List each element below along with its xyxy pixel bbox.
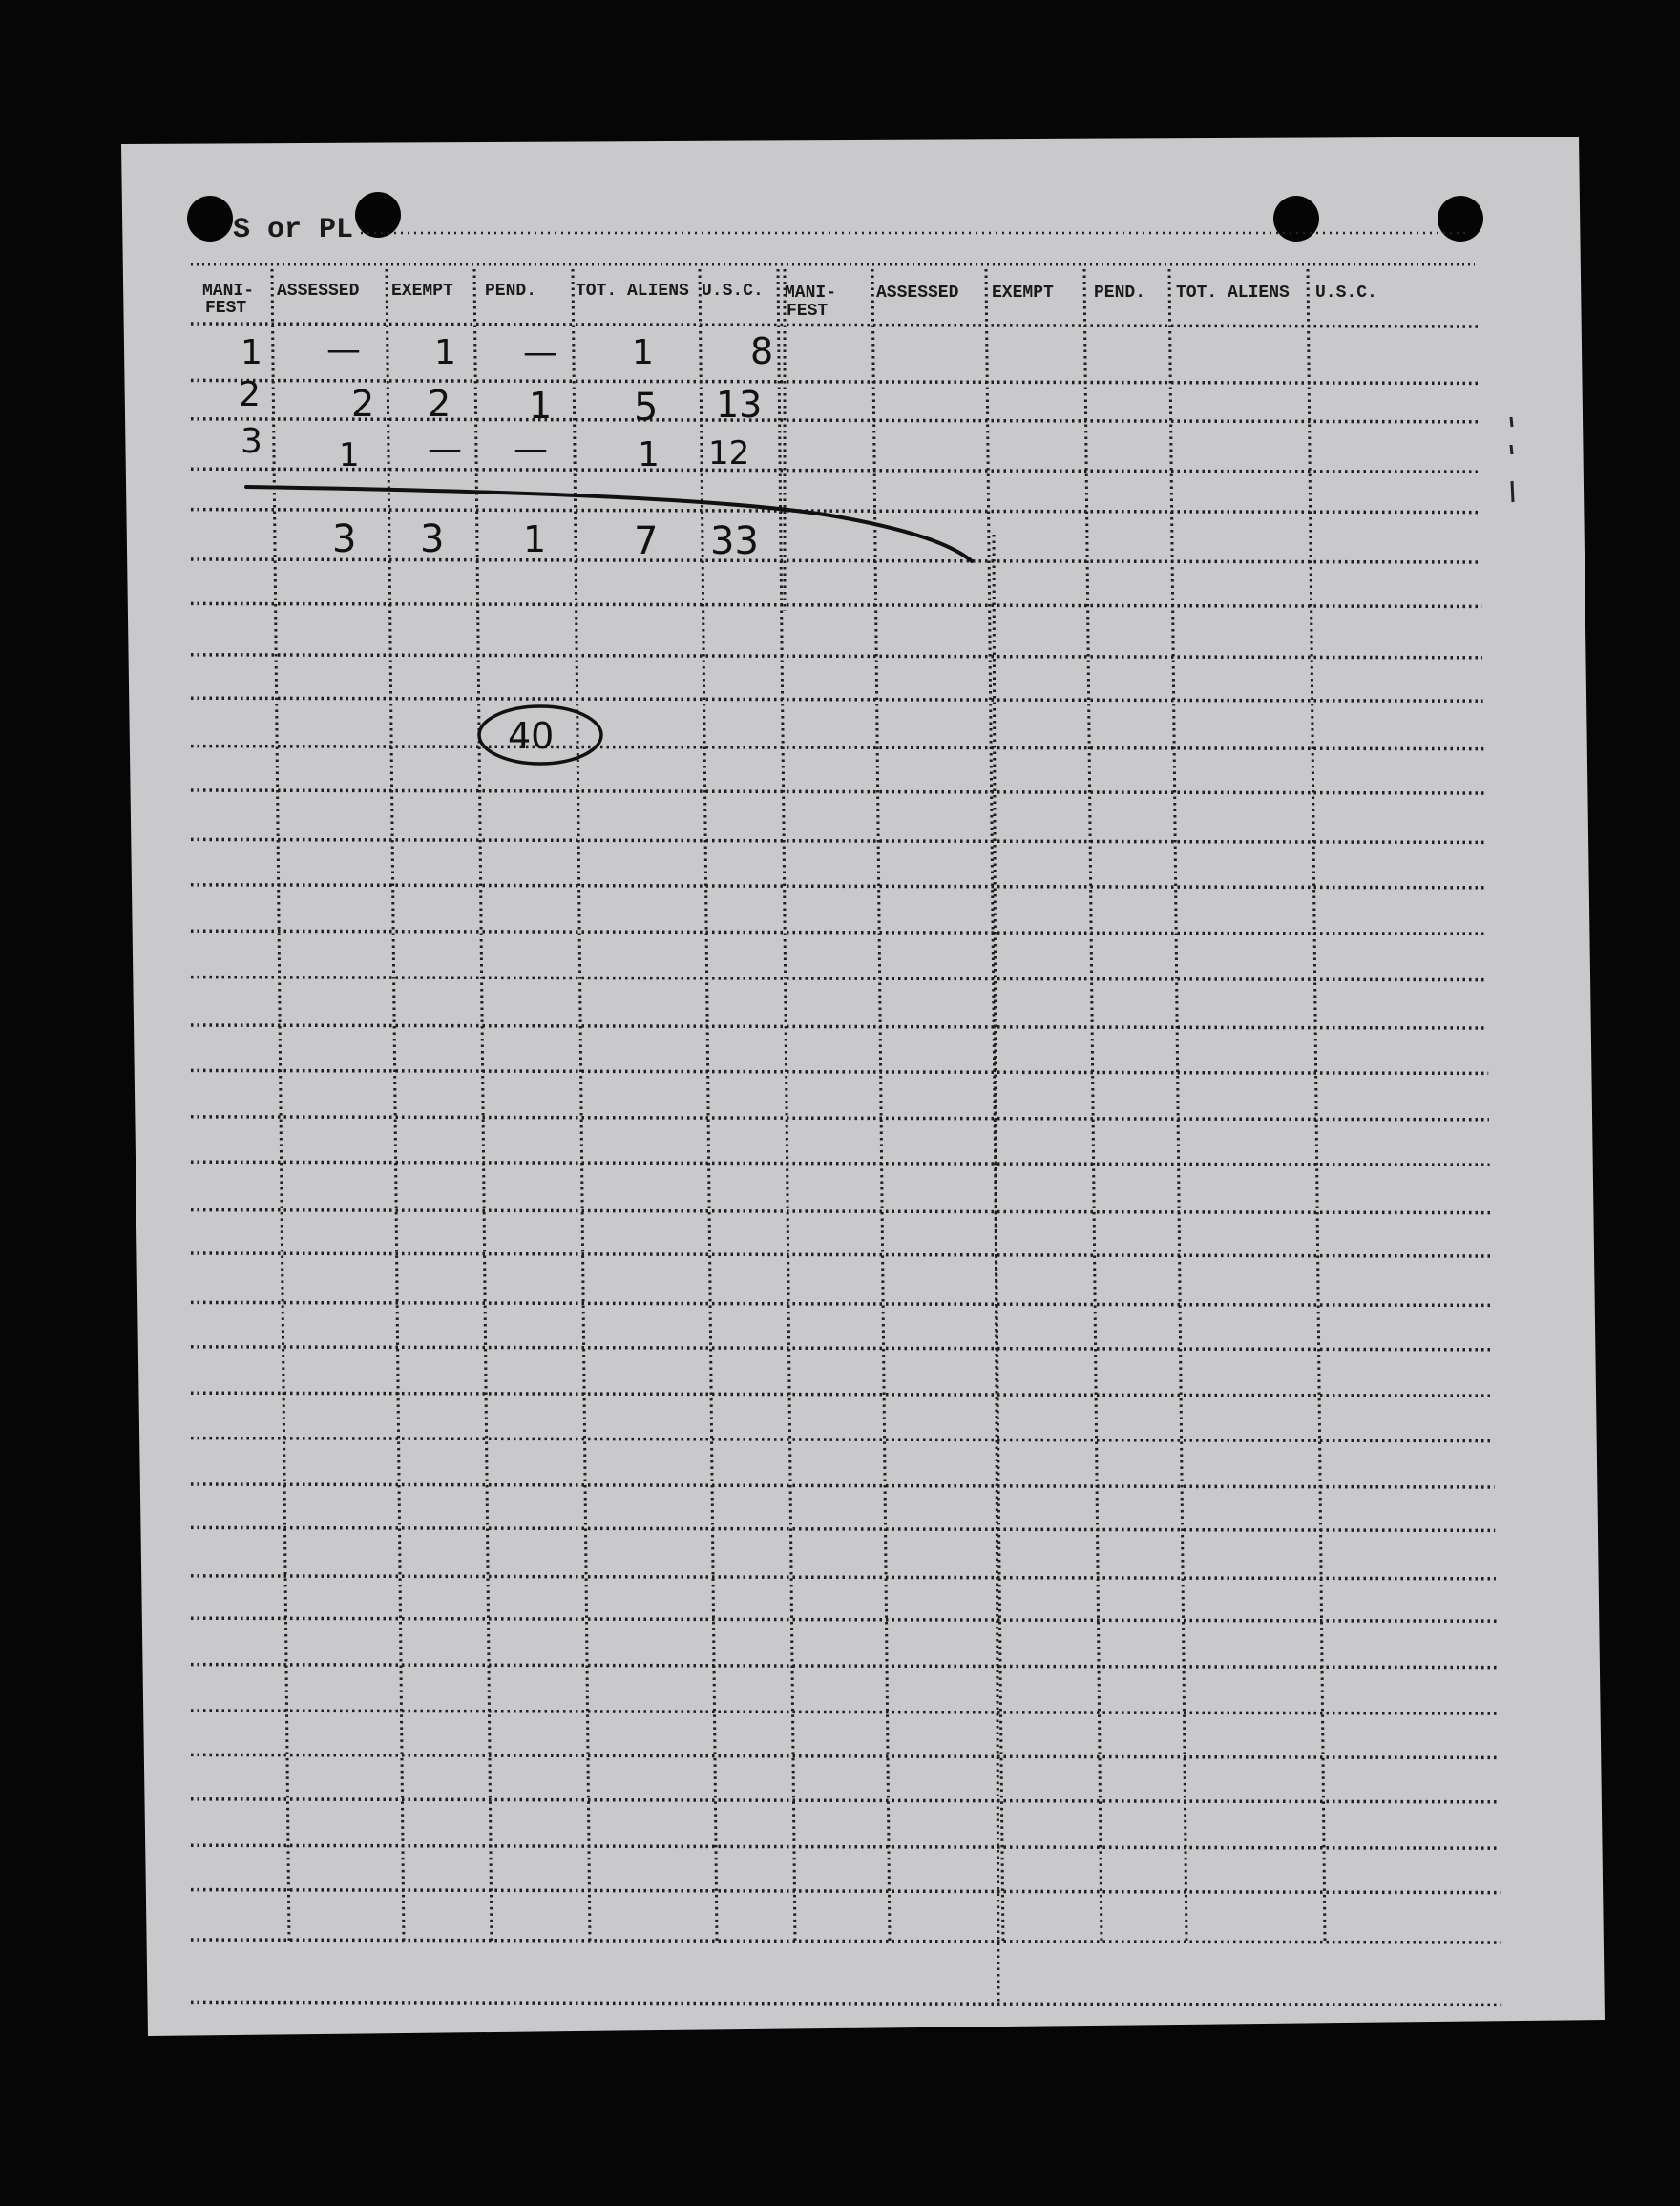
header-pend-left: PEND. — [485, 282, 537, 301]
entry-3-usc: 12 — [708, 434, 750, 473]
header-manifest-right: MANI- — [785, 284, 837, 303]
header-assessed-right: ASSESSED — [876, 284, 959, 303]
total-exempt: 3 — [420, 517, 445, 561]
total-tot-aliens: 7 — [634, 519, 659, 563]
entry-3-exempt: — — [428, 430, 462, 469]
total-pend: 1 — [523, 518, 547, 560]
entry-1-pend: — — [523, 333, 557, 372]
header-manifest-left-line2: FEST — [205, 299, 247, 318]
entry-2-pend: 1 — [529, 385, 553, 427]
entry-2-tot-aliens: 5 — [634, 386, 659, 430]
grand-total: 40 — [508, 715, 555, 757]
edge-mark — [1511, 417, 1512, 427]
entry-1-manifest: 1 — [241, 333, 262, 372]
entry-2-exempt: 2 — [428, 383, 452, 425]
header-assessed-left: ASSESSED — [277, 282, 360, 301]
entry-2-manifest: 2 — [239, 375, 261, 414]
form-code-label: S or PL — [233, 214, 354, 246]
entry-3-assessed: 1 — [339, 436, 360, 474]
header-pend-right: PEND. — [1094, 284, 1146, 303]
header-manifest-right-line2: FEST — [787, 302, 829, 321]
header-usc-left: U.S.C. — [702, 282, 764, 301]
punch-hole — [187, 196, 233, 242]
entry-1-usc: 8 — [750, 330, 774, 372]
header-usc-right: U.S.C. — [1315, 284, 1377, 303]
header-exempt-right: EXEMPT — [992, 284, 1054, 303]
header-tot-aliens-left: TOT. ALIENS — [576, 282, 689, 301]
edge-mark — [1512, 481, 1513, 502]
header-exempt-left: EXEMPT — [391, 282, 453, 301]
entry-1-tot-aliens: 1 — [632, 333, 654, 372]
edge-mark — [1511, 445, 1512, 454]
total-usc: 33 — [710, 519, 759, 563]
punch-hole — [1273, 196, 1319, 242]
entry-1-assessed: — — [326, 330, 361, 369]
entry-2-assessed: 2 — [351, 383, 375, 425]
total-assessed: 3 — [332, 517, 357, 561]
entry-3-manifest: 3 — [241, 422, 262, 461]
entry-2-usc: 13 — [716, 384, 763, 426]
header-manifest-left: MANI- — [202, 282, 255, 301]
punch-hole — [1438, 196, 1483, 242]
header-tot-aliens-right: TOT. ALIENS — [1176, 284, 1290, 303]
punch-hole — [355, 192, 401, 238]
entry-3-pend: — — [514, 430, 548, 469]
entry-3-tot-aliens: 1 — [638, 435, 660, 474]
entry-1-exempt: 1 — [434, 333, 456, 372]
